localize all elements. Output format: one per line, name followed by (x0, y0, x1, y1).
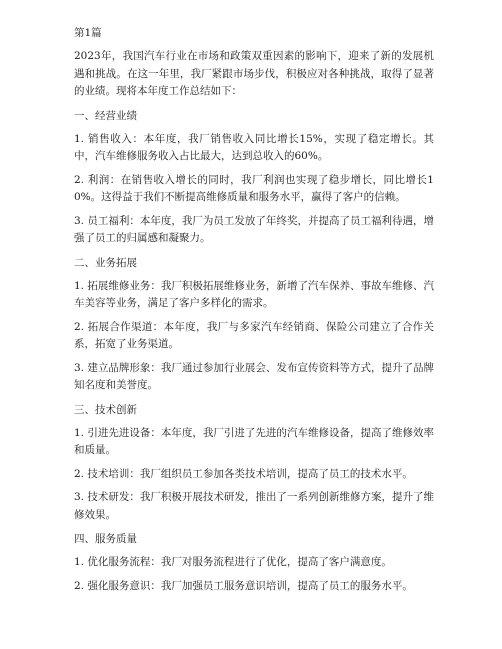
intro-paragraph: 2023年，我国汽车行业在市场和政策双重因素的影响下，迎来了新的发展机遇和挑战。在这一年里，我厂紧跟市场步伐，积极应对各种挑战，取得了显著的业绩。现将本年度工作总结如下： (74, 50, 434, 97)
section-heading: 四、服务质量 (74, 533, 137, 545)
section-item: 3. 员工福利：本年度，我厂为员工发放了年终奖，并提高了员工福利待遇，增强了员工的归属感和凝聚力。 (74, 214, 434, 244)
section-item: 1. 拓展维修业务：我厂积极拓展维修业务，新增了汽车保养、事故车维修、汽车美容等业务，满足了客户多样化的需求。 (74, 279, 434, 309)
section-item: 1. 销售收入：本年度，我厂销售收入同比增长15%，实现了稳定增长。其中，汽车维修服务收入占比最大，达到总收入的60%。 (74, 132, 434, 162)
part-label: 第1篇 (74, 27, 102, 39)
section-item: 3. 技术研发：我厂积极开展技术研发，推出了一系列创新维修方案，提升了维修效果。 (74, 491, 434, 521)
document-body (74, 24, 434, 595)
section-item: 1. 优化服务流程：我厂对服务流程进行了优化，提高了客户满意度。 (74, 556, 392, 568)
section-heading: 一、经营业绩 (74, 109, 137, 122)
section-item: 3. 建立品牌形象：我厂通过参加行业展会、发布宣传资料等方式，提升了品牌知名度和美誉度。 (74, 361, 434, 391)
section-item: 2. 利润：在销售收入增长的同时，我厂利润也实现了稳步增长，同比增长10%。这得益于我们不断提高维修质量和服务水平，赢得了客户的信赖。 (74, 173, 434, 203)
section-item: 2. 技术培训：我厂组织员工参加各类技术培训，提高了员工的技术水平。 (74, 467, 413, 480)
section-heading: 二、业务拓展 (74, 256, 137, 269)
section-heading: 三、技术创新 (74, 403, 137, 416)
section-item: 2. 强化服务意识：我厂加强员工服务意识培训，提高了员工的服务水平。 (74, 579, 413, 592)
section-item: 1. 引进先进设备：本年度，我厂引进了先进的汽车维修设备，提高了维修效率和质量。 (74, 426, 434, 456)
section-item: 2. 拓展合作渠道：本年度，我厂与多家汽车经销商、保险公司建立了合作关系，拓宽了业务渠道。 (74, 320, 434, 350)
